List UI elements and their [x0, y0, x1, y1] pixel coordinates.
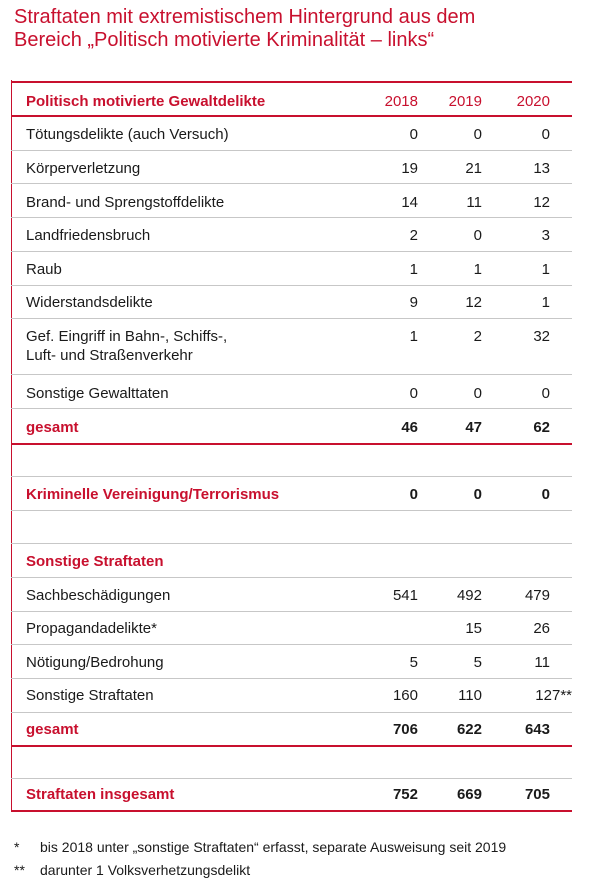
cell-2019: 0: [473, 126, 482, 143]
cell-2020: 1: [541, 294, 550, 311]
row-divider: [11, 510, 572, 511]
year-header: 2019: [448, 93, 482, 110]
cell-2020: 0: [541, 126, 550, 143]
cell-2018: 0: [409, 486, 418, 503]
row-divider: [11, 712, 572, 713]
cell-2018: 1: [409, 261, 418, 278]
cell-2019: 5: [473, 654, 482, 671]
cell-2018: 2: [409, 227, 418, 244]
cell-2020: 11: [534, 654, 550, 671]
row-label: Sonstige Straftaten: [26, 687, 154, 704]
row-divider: [11, 285, 572, 286]
cell-2019: 12: [465, 294, 482, 311]
row-divider: [11, 644, 572, 645]
row-label: Körperverletzung: [26, 160, 141, 177]
row-label: Nötigung/Bedrohung: [26, 654, 164, 671]
section-heading-other: Sonstige Straftaten: [26, 553, 164, 570]
cell-2019: 21: [465, 160, 482, 177]
cell-2018: 19: [401, 160, 418, 177]
cell-2018: 5: [409, 654, 418, 671]
cell-2019: 669: [456, 786, 482, 803]
cell-2018: 706: [392, 721, 418, 738]
cell-2019: 47: [465, 419, 482, 436]
cell-2019: 11: [466, 194, 482, 211]
year-header: 2020: [516, 93, 550, 110]
cell-2019: 1: [473, 261, 482, 278]
cell-2019: 0: [473, 385, 482, 402]
cell-2020: 13: [533, 160, 550, 177]
row-label: gesamt: [26, 721, 79, 738]
cell-2019: 2: [473, 328, 482, 345]
row-label: gesamt: [26, 419, 79, 436]
row-label: Propagandadelikte*: [26, 620, 157, 637]
section-heading-violent: Politisch motivierte Gewaltdelikte: [26, 93, 266, 110]
row-divider: [11, 251, 572, 252]
cell-2020: 62: [533, 419, 550, 436]
row-label: Brand- und Sprengstoffdelikte: [26, 194, 225, 211]
header-rule: [11, 115, 572, 117]
row-label: Kriminelle Vereinigung/Terrorismus: [26, 486, 280, 503]
cell-2020: 127**: [535, 687, 572, 704]
cell-2018: 160: [392, 687, 418, 704]
row-divider: [11, 678, 572, 679]
row-label: Straftaten insgesamt: [26, 786, 175, 803]
footnote-mark: *: [14, 839, 20, 855]
cell-2019: 492: [456, 587, 482, 604]
cell-2019: 15: [465, 620, 482, 637]
year-header: 2018: [384, 93, 418, 110]
cell-2020: 0: [541, 486, 550, 503]
row-label: [26, 327, 326, 365]
section-rule: [11, 443, 572, 445]
row-label: Tötungsdelikte (auch Versuch): [26, 126, 229, 143]
cell-2018: 752: [392, 786, 418, 803]
cell-2020: 643: [524, 721, 550, 738]
row-divider: [11, 318, 572, 319]
row-divider: [11, 183, 572, 184]
row-divider: [11, 374, 572, 375]
footnote-mark: **: [14, 862, 25, 878]
row-label-line-1: Gef. Eingriff in Bahn-, Schiffs-,: [26, 328, 228, 345]
row-divider: [11, 476, 572, 477]
row-divider: [11, 778, 572, 779]
footnote-text: darunter 1 Volksverhetzungsdelikt: [40, 862, 251, 878]
cell-2018: 0: [409, 385, 418, 402]
row-label-line-2: Luft- und Straßenverkehr: [26, 347, 193, 364]
cell-2019: 0: [473, 486, 482, 503]
cell-2020: 3: [541, 227, 550, 244]
page-title: [14, 6, 584, 52]
cell-2018: 46: [401, 419, 418, 436]
cell-2018: 14: [401, 194, 418, 211]
cell-2019: 0: [473, 227, 482, 244]
cell-2018: 9: [409, 294, 418, 311]
footnote: [14, 861, 250, 879]
row-divider: [11, 577, 572, 578]
cell-2020: 479: [524, 587, 550, 604]
cell-2018: 1: [409, 328, 418, 345]
table-row: [26, 327, 576, 367]
cell-2020: 32: [533, 328, 550, 345]
row-label: Widerstandsdelikte: [26, 294, 153, 311]
row-label: Raub: [26, 261, 62, 278]
title-line-2: Bereich „Politisch motivierte Kriminalität – links“: [14, 29, 435, 51]
footnote: [14, 838, 506, 856]
cell-2020: 12: [533, 194, 550, 211]
cell-2018: 541: [392, 587, 418, 604]
cell-2020: 26: [533, 620, 550, 637]
row-label: Sachbeschädigungen: [26, 587, 171, 604]
cell-2018: 0: [409, 126, 418, 143]
row-divider: [11, 217, 572, 218]
row-label: Sonstige Gewalttaten: [26, 385, 169, 402]
row-label: Landfriedensbruch: [26, 227, 151, 244]
footnote-text: bis 2018 unter „sonstige Straftaten“ erfasst, separate Ausweisung seit 2019: [40, 839, 507, 855]
row-divider: [11, 408, 572, 409]
row-divider: [11, 150, 572, 151]
title-line-1: Straftaten mit extremistischem Hintergrund aus dem: [14, 6, 476, 28]
cell-2020: 1: [541, 261, 550, 278]
table-top-rule: [11, 81, 572, 83]
row-divider: [11, 543, 572, 544]
row-divider: [11, 611, 572, 612]
cell-2019: 110: [458, 687, 482, 704]
cell-2019: 622: [456, 721, 482, 738]
cell-2020: 0: [541, 385, 550, 402]
table-bottom-rule: [11, 810, 572, 812]
cell-2020: 705: [524, 786, 550, 803]
section-rule: [11, 745, 572, 747]
